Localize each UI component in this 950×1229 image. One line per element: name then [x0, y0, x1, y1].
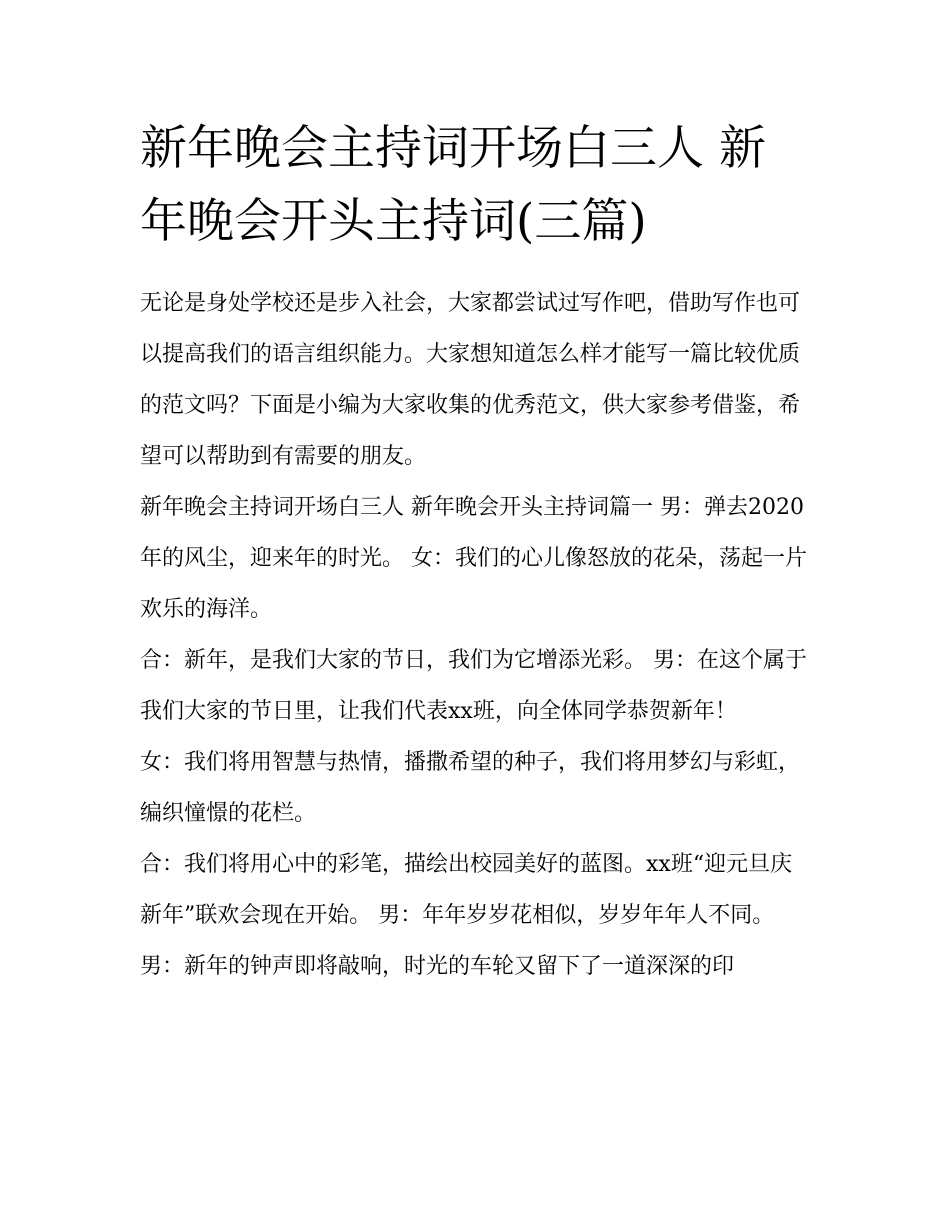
document-body [140, 278, 812, 992]
paragraph-intro: 无论是身处学校还是步入社会，大家都尝试过写作吧，借助写作也可以提高我们的语言组织能力。大家想知道怎么样才能写一篇比较优质的范文吗？下面是小编为大家收集的优秀范文，供大家参考借鉴，希望可以帮助到有需要的朋友。 [140, 291, 801, 469]
paragraph-opening: 新年晚会主持词开场白三人 新年晚会开头主持词篇一 男：弹去2020年的风尘，迎来年的时光。 女：我们的心儿像怒放的花朵，荡起一片欢乐的海洋。 [140, 495, 807, 622]
paragraph-together-2: 合：我们将用心中的彩笔，描绘出校园美好的蓝图。xx班“迎元旦庆新年”联欢会现在开始。 男：年年岁岁花相似，岁岁年年人不同。 [140, 852, 793, 928]
paragraph-male-1: 男：新年的钟声即将敲响，时光的车轮又留下了一道深深的印 [140, 954, 735, 979]
document-title: 新年晚会主持词开场白三人 新年晚会开头主持词(三篇) [140, 121, 766, 249]
paragraph-together-1: 合：新年，是我们大家的节日，我们为它增添光彩。 男：在这个属于我们大家的节日里，让我们代表xx班，向全体同学恭贺新年！ [140, 648, 807, 724]
document-page [140, 112, 812, 992]
paragraph-female-1: 女：我们将用智慧与热情，播撒希望的种子，我们将用梦幻与彩虹，编织憧憬的花栏。 [140, 750, 801, 826]
